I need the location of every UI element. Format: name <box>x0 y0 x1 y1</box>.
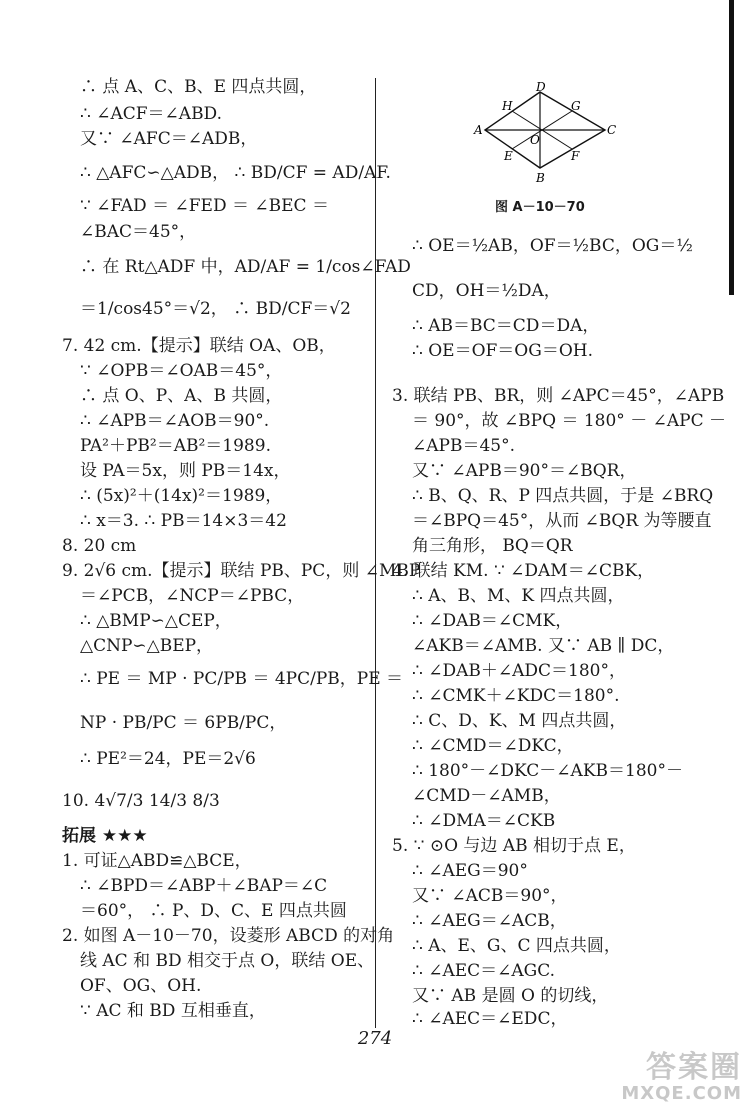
text-line: 角三角形， BQ＝QR <box>412 536 573 556</box>
text-line: 1. 可证△ABD≌△BCE， <box>62 851 252 871</box>
text-line: 又∵ AB 是圆 O 的切线， <box>412 986 609 1006</box>
text-line: 2. 如图 A－10－70，设菱形 ABCD 的对角 <box>62 926 395 946</box>
text-line: ∴ 180°－∠DKC－∠AKB＝180°－ <box>412 761 683 781</box>
figure-caption: 图 A－10－70 <box>495 200 585 215</box>
label-O: O <box>530 133 540 147</box>
text-line: OF、OG、OH. <box>80 976 202 996</box>
text-line: 9. 2√6 cm.【提示】联结 PB、PC，则 ∠MBP <box>62 561 421 581</box>
text-line: ∴ ∠BPD＝∠ABP＋∠BAP＝∠C <box>80 876 328 896</box>
text-line: ∴ △BMP∽△CEP， <box>80 611 232 631</box>
page-edge-bar <box>729 0 734 295</box>
label-E: E <box>504 149 513 163</box>
text-line: ＝1/cos45°＝√2， ∴ BD/CF＝√2 <box>80 299 351 319</box>
text-line: ∴ (5x)²＋(14x)²＝1989， <box>80 486 283 506</box>
text-line: ∴ x＝3. ∴ PB＝14×3＝42 <box>80 511 287 531</box>
text-line: ∴ A、E、G、C 四点共圆， <box>412 936 621 956</box>
text-line: 10. 4√7/3 14/3 8/3 <box>62 791 220 811</box>
watermark <box>621 1052 742 1104</box>
text-line: ∴ ∠CMD＝∠DKC， <box>412 736 574 756</box>
text-line: ∵ AC 和 BD 互相垂直， <box>80 1001 266 1021</box>
watermark-logo: 答案圈 <box>646 1050 742 1085</box>
text-line: 5. ∵ ⊙O 与边 AB 相切于点 E， <box>392 836 636 856</box>
text-line: ∠APB＝45°. <box>412 436 515 456</box>
column-divider <box>375 78 376 1028</box>
label-G: G <box>571 99 581 113</box>
text-line: ＝∠PCB，∠NCP＝∠PBC， <box>80 586 305 606</box>
text-line: ∴ ∠AEC＝∠AGC. <box>412 961 556 981</box>
text-line: ∴ C、D、K、M 四点共圆， <box>412 711 627 731</box>
text-line: ∴ 点 O、P、A、B 共圆， <box>80 386 283 406</box>
text-line: 又∵ ∠ACB＝90°， <box>412 886 568 906</box>
text-line: ∴ PE²＝24，PE＝2√6 <box>80 749 256 769</box>
text-line: ∴ ∠DMA＝∠CKB <box>412 811 556 831</box>
text-line: ∵ ∠OPB＝∠OAB＝45°， <box>80 361 283 381</box>
text-line: ∠CMD－∠AMB， <box>412 786 561 806</box>
text-line: NP · PB/PC ＝ 6PB/PC， <box>80 713 287 733</box>
text-line: ∠AKB＝∠AMB. 又∵ AB ∥ DC， <box>412 636 675 656</box>
watermark-url: MXQE.COM <box>621 1083 742 1104</box>
text-line: ∴ ∠ACF＝∠ABD. <box>80 104 222 124</box>
text-line: ∴ 点 A、C、B、E 四点共圆， <box>80 77 317 97</box>
text-line: 又∵ ∠AFC＝∠ADB， <box>80 129 258 149</box>
section-heading: 拓展 ★★★ <box>62 826 148 846</box>
text-line: 设 PA＝5x，则 PB＝14x， <box>80 461 291 481</box>
page-number: 274 <box>357 1028 393 1049</box>
text-line: ∴ OE＝OF＝OG＝OH. <box>412 341 593 361</box>
text-line: ∵ ∠FAD ＝ ∠FED ＝ ∠BEC ＝ <box>80 196 329 216</box>
text-line: ∠BAC＝45°， <box>80 222 197 242</box>
label-A: A <box>474 123 483 137</box>
label-D: D <box>536 82 546 94</box>
label-H: H <box>502 99 513 113</box>
text-line: ∴ ∠AEG＝90° <box>412 861 528 881</box>
text-line: ∴ OE＝½AB，OF＝½BC，OG＝½ <box>412 236 693 256</box>
text-line: 8. 20 cm <box>62 536 137 556</box>
text-line: 3. 联结 PB、BR，则 ∠APC＝45°，∠APB <box>392 386 725 406</box>
text-line: 7. 42 cm.【提示】联结 OA、OB， <box>62 336 336 356</box>
text-line: ∴ ∠APB＝∠AOB＝90°. <box>80 411 270 431</box>
text-line: 又∵ ∠APB＝90°＝∠BQR， <box>412 461 637 481</box>
text-line: ∴ △AFC∽△ADB， ∴ BD/CF = AD/AF. <box>80 163 391 183</box>
text-line: ∴ B、Q、R、P 四点共圆，于是 ∠BRQ <box>412 486 714 506</box>
text-line: ∴ ∠CMK＋∠KDC＝180°. <box>412 686 620 706</box>
text-line: PA²＋PB²＝AB²＝1989. <box>80 436 271 456</box>
text-line: 线 AC 和 BD 相交于点 O，联结 OE、 <box>80 951 375 971</box>
text-line: △CNP∽△BEP， <box>80 636 214 656</box>
text-line: 4. 联结 KM. ∵ ∠DAM＝∠CBK， <box>392 561 655 581</box>
text-line: ＝60°， ∴ P、D、C、E 四点共圆 <box>80 901 347 921</box>
text-line: ＝∠BPQ＝45°，从而 ∠BQR 为等腰直 <box>412 511 712 531</box>
text-line: ∴ ∠DAB＋∠ADC＝180°， <box>412 661 626 681</box>
text-line: ∴ 在 Rt△ADF 中，AD/AF = 1/cos∠FAD <box>80 257 411 277</box>
text-line: ＝ 90°，故 ∠BPQ ＝ 180° － ∠APC － <box>412 411 726 431</box>
text-line: CD，OH＝½DA， <box>412 281 561 301</box>
label-F: F <box>571 149 580 163</box>
rhombus-figure <box>470 82 620 187</box>
label-C: C <box>607 123 617 137</box>
text-line: ∴ ∠AEC＝∠EDC， <box>412 1009 568 1029</box>
text-line: ∴ A、B、M、K 四点共圆， <box>412 586 625 606</box>
label-B: B <box>536 171 545 185</box>
text-line: ∴ AB＝BC＝CD＝DA， <box>412 316 600 336</box>
text-line: ∴ ∠AEG＝∠ACB， <box>412 911 567 931</box>
text-line: ∴ ∠DAB＝∠CMK， <box>412 611 573 631</box>
text-line: ∴ PE ＝ MP · PC/PB ＝ 4PC/PB，PE ＝ <box>80 669 404 689</box>
